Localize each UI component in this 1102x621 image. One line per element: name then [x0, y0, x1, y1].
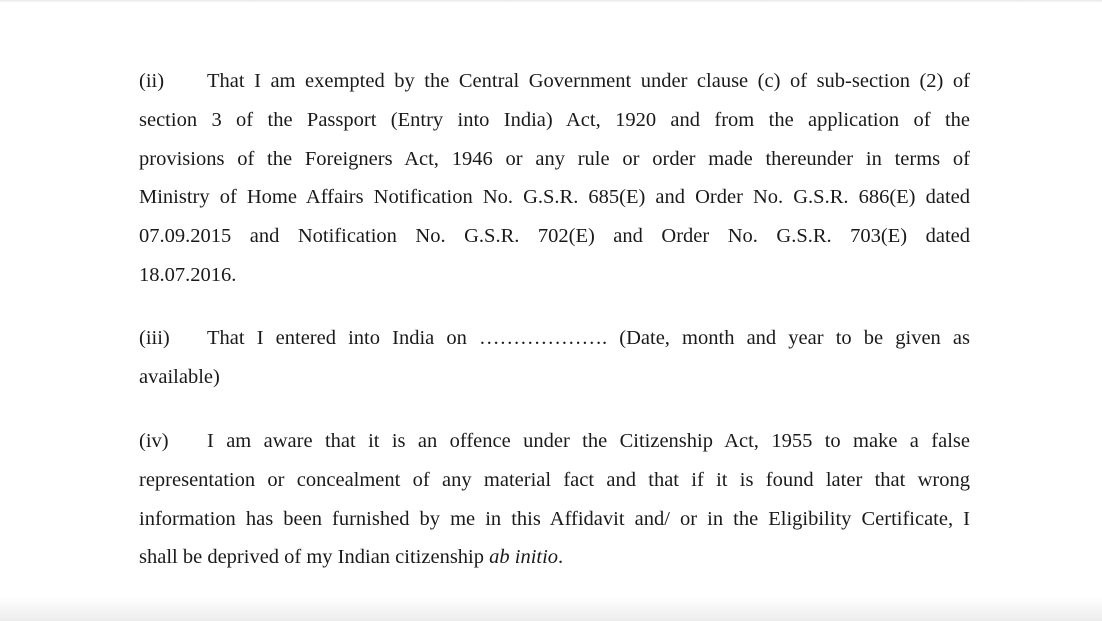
paragraph-number: (iv) — [139, 430, 169, 452]
paragraph-ii — [139, 62, 970, 295]
paragraph-text: shall be deprived of my Indian citizenship — [139, 546, 484, 569]
paragraph-line: provisions of the Foreigners Act, 1946 or any rule or order made thereunder in terms of — [139, 147, 970, 170]
paragraph-line — [139, 62, 970, 101]
paragraph-text: That I am exempted by the Central Government under clause (c) of sub-section (2) of — [207, 70, 970, 92]
paragraph-text: I am aware that it is an offence under the Citizenship Act, 1955 to make a false — [207, 430, 970, 452]
paragraph-number: (iii) — [139, 327, 170, 349]
paragraph-line: information has been furnished by me in this Affidavit and/ or in the Eligibility Certificate, I — [139, 507, 970, 530]
date-blank-dots: ………………. — [479, 327, 608, 349]
paragraph-line: Ministry of Home Affairs Notification No. G.S.R. 685(E) and Order No. G.S.R. 686(E) dated — [139, 186, 970, 209]
paragraph-line — [139, 422, 970, 461]
paragraph-line: 18.07.2016. — [139, 263, 237, 286]
bottom-scroll-shadow — [0, 597, 1102, 621]
latin-phrase: ab initio — [489, 546, 559, 569]
paragraph-iv — [139, 422, 970, 577]
paragraph-line: representation or concealment of any material fact and that if it is found later that wrong — [139, 468, 970, 491]
paragraph-iii — [139, 319, 970, 397]
sentence-end: . — [558, 546, 564, 569]
paragraph-text: That I entered into India on — [207, 327, 467, 349]
paragraph-line — [139, 538, 970, 577]
paragraph-line — [139, 319, 970, 358]
top-edge-shadow — [0, 0, 1102, 3]
date-instruction-note: (Date, month and year to be given as — [619, 327, 971, 349]
paragraph-line: available) — [139, 365, 220, 388]
paragraph-number: (ii) — [139, 70, 165, 92]
paragraph-line: section 3 of the Passport (Entry into India) Act, 1920 and from the application of the — [139, 108, 970, 131]
paragraph-line: 07.09.2015 and Notification No. G.S.R. 702(E) and Order No. G.S.R. 703(E) dated — [139, 225, 970, 248]
